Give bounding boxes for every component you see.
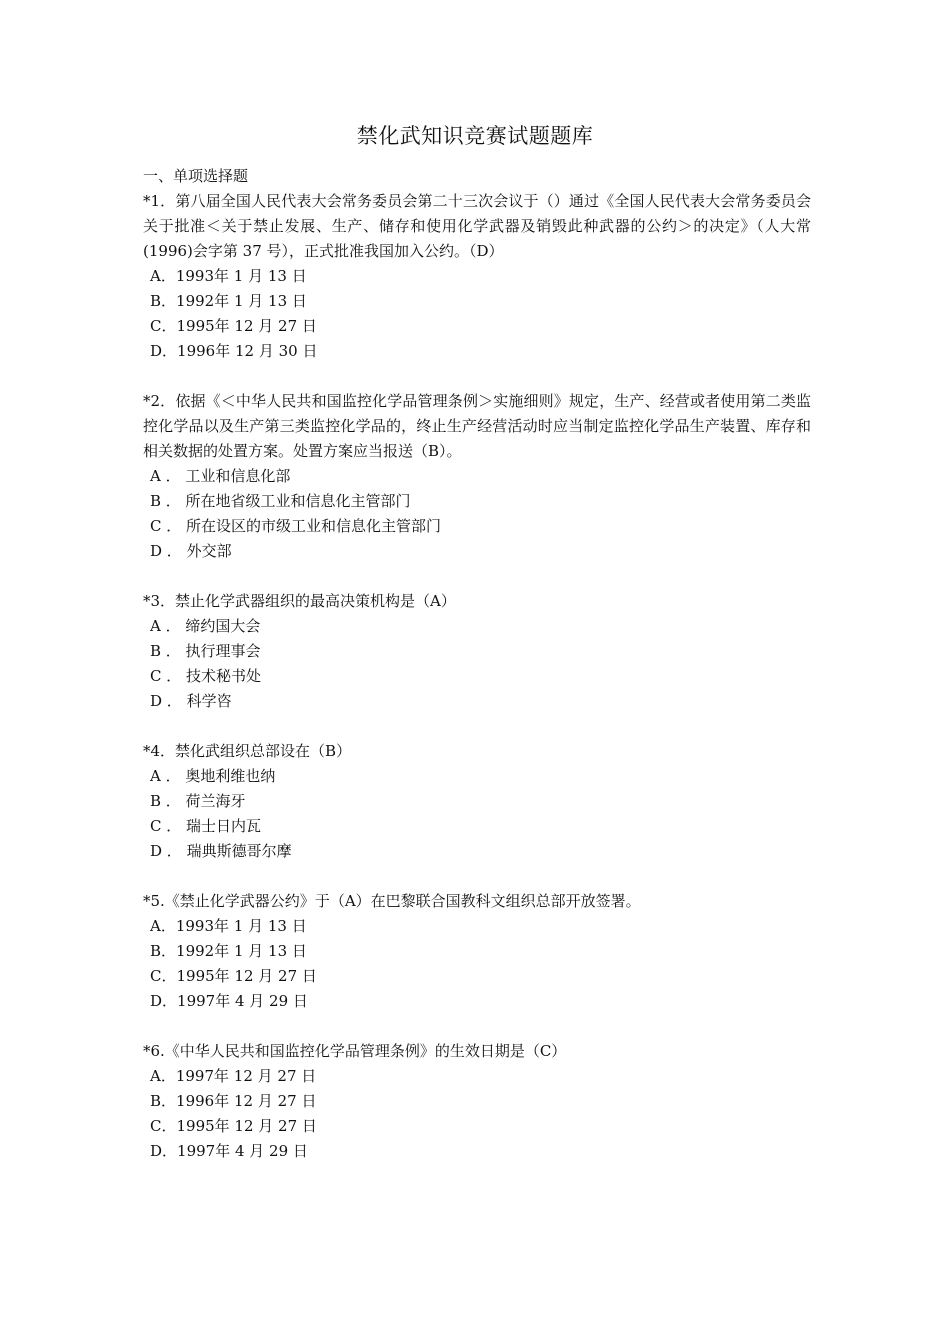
option-c: C．1995年 12 月 27 日 <box>150 1117 317 1135</box>
document-title: 禁化武知识竞赛试题题库 <box>356 124 594 148</box>
option-a: A．1997年 12 月 27 日 <box>150 1067 317 1085</box>
question-text: *4．禁化武组织总部设在（B） <box>143 742 352 760</box>
document-body <box>143 164 811 1189</box>
question-text: *3．禁止化学武器组织的最高决策机构是（A） <box>143 592 456 610</box>
option-c: C．1995年 12 月 27 日 <box>150 317 317 335</box>
question-1 <box>143 189 811 364</box>
question-text: *5.《禁止化学武器公约》于（A）在巴黎联合国教科文组织总部开放签署。 <box>143 892 641 910</box>
option-c: C．1995年 12 月 27 日 <box>150 967 317 985</box>
option-d: D ． 科学咨 <box>150 692 232 710</box>
section-heading: 一、单项选择题 <box>143 167 249 185</box>
question-text: *2．依据《＜中华人民共和国监控化学品管理条例＞实施细则》规定，生产、经营或者使用第二类监控化学品以及生产第三类监控化学品的，终止生产经营活动时应当制定监控化学品生产装置、库存和相关数据的处置方案。处置方案应当报送（B）。 <box>143 392 811 460</box>
option-d: D．1997年 4 月 29 日 <box>150 1142 308 1160</box>
question-text: *1．第八届全国人民代表大会常务委员会第二十三次会议于（）通过《全国人民代表大会常务委员会关于批准＜关于禁止发展、生产、储存和使用化学武器及销毁此种武器的公约＞的决定》（人大常(1996)会字第 37 号），正式批准我国加入公约。（D） <box>143 192 811 260</box>
option-a: A ． 工业和信息化部 <box>150 467 291 485</box>
option-a: A．1993年 1 月 13 日 <box>150 267 307 285</box>
option-b: B ． 所在地省级工业和信息化主管部门 <box>150 492 411 510</box>
option-a: A ． 缔约国大会 <box>150 617 261 635</box>
question-4 <box>143 739 811 864</box>
option-b: B．1992年 1 月 13 日 <box>150 942 307 960</box>
option-a: A ． 奥地利维也纳 <box>150 767 276 785</box>
option-c: C ． 瑞士日内瓦 <box>150 817 262 835</box>
option-b: B．1996年 12 月 27 日 <box>150 1092 317 1110</box>
option-b: B ． 执行理事会 <box>150 642 261 660</box>
question-text: *6.《中华人民共和国监控化学品管理条例》的生效日期是（C） <box>143 1042 567 1060</box>
option-b: B ． 荷兰海牙 <box>150 792 246 810</box>
option-d: D ． 外交部 <box>150 542 232 560</box>
option-c: C ． 所在设区的市级工业和信息化主管部门 <box>150 517 442 535</box>
option-d: D．1996年 12 月 30 日 <box>150 342 318 360</box>
option-b: B．1992年 1 月 13 日 <box>150 292 307 310</box>
option-a: A．1993年 1 月 13 日 <box>150 917 307 935</box>
option-d: D ． 瑞典斯德哥尔摩 <box>150 842 292 860</box>
option-d: D．1997年 4 月 29 日 <box>150 992 308 1010</box>
question-2 <box>143 389 811 564</box>
question-3 <box>143 589 811 714</box>
option-c: C ． 技术秘书处 <box>150 667 262 685</box>
question-5 <box>143 889 811 1014</box>
question-6 <box>143 1039 811 1164</box>
